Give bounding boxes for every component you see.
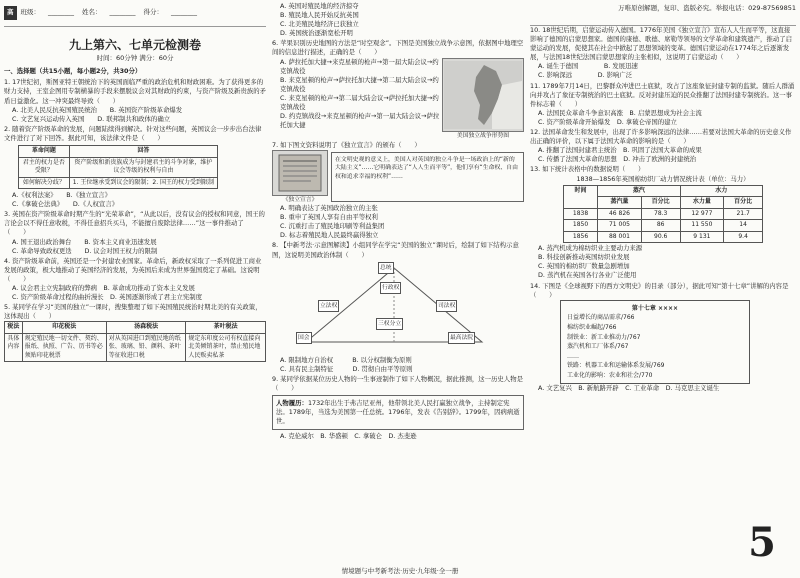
node-legislative: 立法权 — [318, 300, 339, 312]
question-1: 1. 17世纪初，斯图亚特王朝统治下的英国面临严重的政治危机和财政困难。为了获得更多的财力支持，王室企图用专制横暴的手段来摆脱议会对其财政的约束，与资产阶级及新贵族的矛盾日益激化。这一冲突最终导致（ ） A. 北美人民反抗英国殖民统治 B. 英国资产阶级革命爆发 C. 文艺复兴运动传入英国 D. 联邦制共和政体的确立 — [4, 78, 266, 123]
question-9: 9. 某同学依据某位历史人物的一生事迹制作了如下人物概况，据此推测，这一历史人物是（ ） 人物履历：1732年出生于弗吉尼亚州，他带领北美人民打赢独立战争，主持制定宪法。1789年，当选为美国第一任总统。1796年，发表《告别辞》。1799年，因病病逝世。 A. 克伦威尔 B. 华盛顿 C. 拿破仑 D. 杰斐逊 — [272, 374, 523, 441]
section-heading: 一、选择题（共15小题，每小题2分，共30分） — [4, 67, 142, 76]
question-7: 7. 如下图文资料说明了《独立宣言》的颁布（ ） 《独立宣言》 在文明史观的意义上，美国人对英国的独立斗争是一场政治上的“新的大陆主义”……它明确表达了“人人生而平等”，他们享有“生命权、自由权和追求幸福的权利”…… A. 明确表达了英国政治独立的主张 B. 重申了英国人享有自由平等权利 C. 沉重打击了殖民地印刷等利益集团 D. 标志着殖民地人民最终赢得独立 — [272, 141, 524, 241]
node-executive: 行政权 — [380, 282, 401, 294]
contact-line: 万唯原创解题，复印、盗版必究。举报电话：029-87569851 — [530, 0, 796, 26]
q9-profile: 人物履历：1732年出生于弗吉尼亚州，他带领北美人民打赢独立战争，主持制定宪法。1789年，当选为美国第一任总统。1796年，发表《告别辞》。1799年，因病病逝世。 — [272, 395, 524, 430]
node-judicial: 司法权 — [436, 300, 457, 312]
question-12: 12. 法国革命发生和发展中，出现了许多影响深远的法律……若要对法国大革命的历史意义作出正确的评价，以下属于法国大革命的影响的是（ ） A. 推翻了法国封建君主统治 B. 巩固了法国大革命的成果 C. 传播了法国大革命的思想 D. 冲击了欧洲的封建统治 — [530, 128, 792, 164]
question-6: 6. 苹果识别历史地图的方法是“时空观念”。下图是美国独立战争示意图，依据图中地理空间的信息进行描述，正确的是（ ） A. 萨拉托加大捷→来克星顿的枪声→第一届大陆会议→约克镇战役 B. 来克星顿的枪声→萨拉托加大捷→第二届大陆会议→约克镇战役 C. 来克星顿的枪声→第二届大陆会议→萨拉托加大捷→约克镇战役 D. 约克镇战役→来克星顿的枪声→第一届大陆会议→萨拉托加大捷 美国独立战争形势图 — [272, 39, 524, 139]
question-11: 11. 1789年7月14日，巴黎群众冲进巴士底狱，攻占了这座象征封建专制的监狱。随后人群涌向并攻占了象征专制统治的巴士底狱。反对封建压迫的民众推翻了法国封建专制统治。这一事件标志着（ ） A. 法国民众革命斗争意识高涨 B. 启蒙思想成为社会主流 C. 资产阶级革命开始爆发 D. 拿破仑帝国的建立 — [530, 81, 795, 126]
column-left — [4, 0, 266, 560]
table-row: 1838 46 826 78.3 12 977 21.7 — [564, 208, 763, 220]
question-14: 14. 下图是《全球视野下的西方文明史》的目录（部分），据此可知“第十七章”讲解的内容是（ ） 第十七章 ×××× 日益增长的商品需求/766 棉纺织业崛起/766 制铁业：新工业推动力/767 蒸汽机和工厂体系/767 …… 铁路：机器工业和运输体系发展/769 工业化的影响：农业和社会/770 A. 文艺复兴 B. 新航路开辟 C. 工业革命 D. 马克思主义诞生 — [530, 281, 789, 393]
question-13: 13. 如下统计表格中的数据说明（ ） 1838—1856年英国棉纺织厂动力情况统计表（单位：马力） 时间 蒸汽 水力 蒸汽量 百分比 水力量 百分比 1838 46 826 78.3 12 977 21.7 1850 71 005 86 11 550 14 1856 88 001 90.6 9 131 9.4 A. 蒸汽机成为棉纺织业主要动力来源 B. 科技创新推动英国纺织业发展 C. 英国的棉纺织厂数量急剧增加 D. 蒸汽机在英国各行各业广泛使用 — [530, 165, 796, 280]
question-10: 10. 18世纪后期，启蒙运动传入德国。1776年美国《独立宣言》宣布人人生而平等，这直接影响了德国的启蒙思想家。德国的康德、歌德、席勒等领导的文学革命和建筑遗产，推动了启蒙运动的发展，促使其在社会中掀起了思想领域的变革。德国启蒙运动在1774年之后逐渐发展，与法国18世纪法国启蒙思想家的主张相似，这说明了启蒙运动（ ） A. 诞生于德国 B. 发展迅速 C. 影响深远 D. 影响广泛 — [530, 26, 793, 80]
column-right — [530, 0, 796, 560]
column-middle — [272, 0, 524, 560]
q7-quote: 在文明史观的意义上，美国人对英国的独立斗争是一场政治上的“新的大陆主义”……它明确表达了“人人生而平等”，他们享有“生命权、自由权和追求幸福的权利”…… — [331, 152, 524, 202]
node-supreme-court: 最高法院 — [448, 332, 475, 344]
header-tag: 高 — [4, 6, 17, 19]
declaration-image — [272, 150, 328, 196]
exam-title: 九上第六、七单元检测卷 — [68, 38, 201, 52]
document-icon — [275, 153, 325, 193]
question-5-options: A. 英国对殖民地的经济掠夺 B. 殖民地人民开始反抗英国 C. 北美殖民地经济已获独立 D. 英国统治逐渐宽松开明 — [280, 2, 359, 38]
q2-table: 革命问题 回答 君主的权力是否受限？ 资产阶级和新贵族成为与封建君主的斗争对象，维护议会等级的权利与自由 如何解决分歧？ 1. 王位继承受到议会的限制；2. 国王的权力受到限制 — [18, 145, 218, 189]
war-map-image — [442, 58, 524, 132]
table-title: 1838—1856年英国棉纺织厂动力情况统计表（单位：马力） — [576, 174, 750, 183]
question-2: 2. 随着资产阶级革命的发展，问题陆续得到解决。针对这些问题，英国议会一步步出台法律文件进行了对下回答。据此可知，该法律文件是（ ） 革命问题 回答 君主的权力是否受限？ 资产阶级和新贵族成为与封建君主的斗争对象，维护议会等级的权利与自由 如何解决分歧？ 1. 王位继承受到议会的限制；2. 国王的权力受到限制 A.《权利法案》 B.《独立宣言》 C.《拿破仑法典》 D.《人权宣言》 — [4, 124, 262, 209]
question-8: 8. 【中新考法·示意图解读】小组同学在学完“美国的独立”课时后，绘制了如下结构示意图，这说明美国政治体制（ ） 总统 国会 最高法院 立法权 行政权 司法权 三权分立 A. 限制地方自治权 B. 以分权制衡为原则 C. 具有民主制特征 D. 贯彻自由平等原则 — [272, 241, 524, 373]
table-row: 1850 71 005 86 11 550 14 — [564, 220, 763, 232]
map-icon — [444, 61, 522, 129]
class-label: 班级： — [20, 8, 40, 17]
question-4: 4. 资产阶级革命前，英国还是一个封建农业国家。革命后，新政权采取了一系列促进工商业发展的政策，极大地推动了英国经济的发展，为英国后来成为世界强国奠定了基础。这说明（ ） A. 议会君主立宪制政府的弊病 B. 革命成功推动了资本主义发展 C. 资产阶级革命过程的曲折漫长 D. 英国逐渐形成了君主立宪制度 — [4, 256, 262, 302]
table-row: 1856 88 001 90.6 9 131 9.4 — [564, 231, 763, 243]
table-of-contents: 第十七章 ×××× 日益增长的商品需求/766 棉纺织业崛起/766 制铁业：新工业推动力/767 蒸汽机和工厂体系/767 …… 铁路：机器工业和运输体系发展/769 工业化的影响：农业和社会/770 — [560, 300, 750, 385]
question-5: 5. 某同学在学习“美国的独立”一课时，搜集整理了如下英国殖民统治时期北美的有关政策，这体现出（ ） 税法 印花税法 汤森税法 茶叶税法 具体内容 规定殖民地一切文件、契约、报纸、执照、广告、历书等必须贴印花税票 对从英国进口到殖民地的纸张、玻璃、铅、颜料、茶叶等征收进口税 规定东印度公司有权直接向北美倾销茶叶，禁止殖民地人民贩卖私茶 — [4, 303, 266, 362]
score-label: 得分： — [143, 8, 163, 17]
question-3: 3. 英国在资产阶级革命时期产生的“光荣革命”，“从此以后，没有议会的授权和同意，国王的言论会以不得任意收税，不得任意招兵买马，不能擅自废除法律……”这一事件推动了（ ） A. 国王退出政治舞台 B. 资本主义商业迅速发展 C. 革命导致政权更迭 D. 议会对国王权力的限制 — [4, 210, 265, 255]
power-table: 时间 蒸汽 水力 蒸汽量 百分比 水力量 百分比 1838 46 826 78.3 12 977 21.7 1850 71 005 86 11 550 14 1856 88 001 90.6 9 131 9.4 — [563, 185, 763, 244]
name-label: 姓名： — [82, 8, 102, 17]
node-congress: 国会 — [296, 332, 312, 344]
node-president: 总统 — [378, 262, 394, 274]
separation-of-powers-diagram — [272, 262, 524, 354]
q5-table: 税法 印花税法 汤森税法 茶叶税法 具体内容 规定殖民地一切文件、契约、报纸、执照、广告、历书等必须贴印花税票 对从英国进口到殖民地的纸张、玻璃、铅、颜料、茶叶等征收进口税 规定东印度公司有权直接向北美倾销茶叶，禁止殖民地人民贩卖私茶 — [4, 321, 266, 362]
node-separation: 三权分立 — [376, 318, 403, 330]
page-header: 高 班级： ________ 姓名： ________ 得分： ________ — [4, 0, 266, 27]
map-caption: 美国独立战争形势图 — [456, 132, 510, 139]
page-footer: 情境题与中考新考法·历史·九年级·全一册 — [341, 567, 459, 575]
exam-subtitle: 时间：60分钟 满分：60分 — [96, 54, 174, 63]
page-number: 5 — [748, 519, 776, 566]
